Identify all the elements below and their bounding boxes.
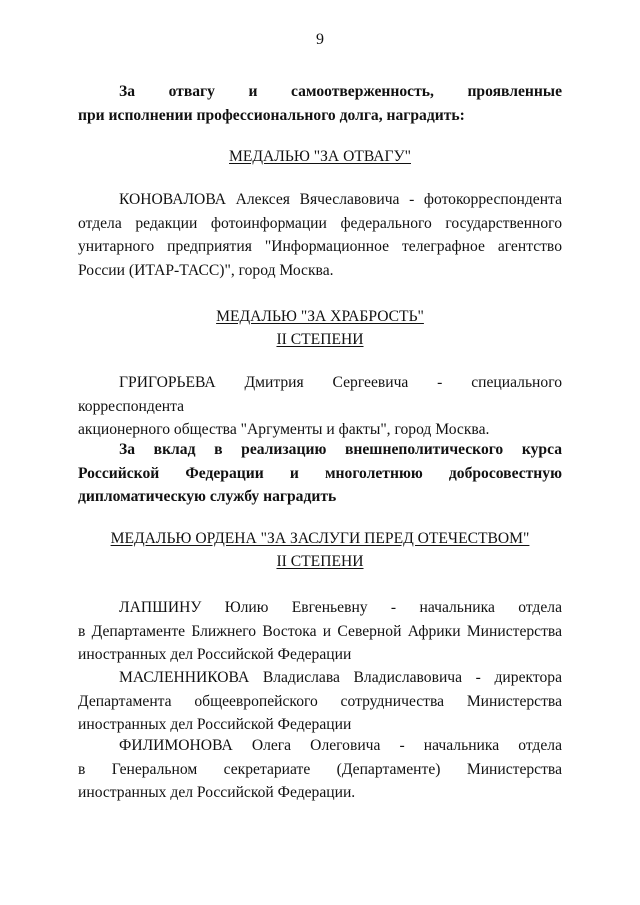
recipient-line: ФИЛИМОНОВА Олега Олеговича - начальника отдела <box>119 737 562 754</box>
recipient-line: иностранных дел Российской Федерации <box>78 716 352 733</box>
section1-intro-line2: при исполнении профессионального долга, наградить: <box>78 106 465 124</box>
recipient-paragraph-lapshina <box>78 596 562 667</box>
recipient-line: отдела редакции фотоинформации федерального государственного <box>78 214 562 232</box>
recipient-line: России (ИТАР-ТАСС)", город Москва. <box>78 261 334 279</box>
award-degree-khrabrost: II СТЕПЕНИ <box>276 331 364 348</box>
award-heading-za-khrabrost: МЕДАЛЬЮ "ЗА ХРАБРОСТЬ" <box>216 308 424 325</box>
section2-intro-line2: Российской Федерации и многолетнюю добросовестную <box>78 464 562 482</box>
award-degree-zaslugi: II СТЕПЕНИ <box>276 553 364 570</box>
recipient-line: в Генеральном секретариате (Департаменте) Министерства <box>78 760 562 778</box>
section1-intro-line1: За отвагу и самоотверженность, проявленные <box>119 83 562 100</box>
award-heading-za-zaslugi: МЕДАЛЬЮ ОРДЕНА "ЗА ЗАСЛУГИ ПЕРЕД ОТЕЧЕСТВОМ" <box>110 530 530 547</box>
recipient-line: МАСЛЕННИКОВА Владислава Владиславовича - директора <box>119 669 562 686</box>
recipient-line: унитарного предприятия "Информационное телеграфное агентство <box>78 238 562 255</box>
recipient-paragraph-konovalov <box>78 188 562 282</box>
recipient-paragraph-grigoriev <box>78 371 562 442</box>
section1-intro <box>78 80 562 127</box>
recipient-line: акционерного общества "Аргументы и факты", город Москва. <box>78 421 490 438</box>
award-heading-za-otvagu: МЕДАЛЬЮ "ЗА ОТВАГУ" <box>229 148 411 165</box>
recipient-line: Департамента общеевропейского сотрудничества Министерства <box>78 692 562 710</box>
recipient-line: ГРИГОРЬЕВА Дмитрия Сергеевича - специального корреспондента <box>78 374 562 415</box>
recipient-paragraph-maslennikov <box>78 666 562 737</box>
recipient-line: КОНОВАЛОВА Алексея Вячеславовича - фотокорреспондента <box>119 191 562 208</box>
recipient-line: иностранных дел Российской Федерации <box>78 646 352 663</box>
section2-intro-line3: дипломатическую службу наградить <box>78 488 337 505</box>
recipient-line: ЛАПШИНУ Юлию Евгеньевну - начальника отдела <box>119 599 562 616</box>
recipient-line: иностранных дел Российской Федерации. <box>78 784 356 801</box>
recipient-paragraph-filimonov <box>78 734 562 805</box>
recipient-line: в Департаменте Ближнего Востока и Северной Африки Министерства <box>78 622 562 640</box>
section2-intro <box>78 438 562 509</box>
section2-intro-line1: За вклад в реализацию внешнеполитического курса <box>119 441 562 458</box>
page-number: 9 <box>316 31 324 48</box>
